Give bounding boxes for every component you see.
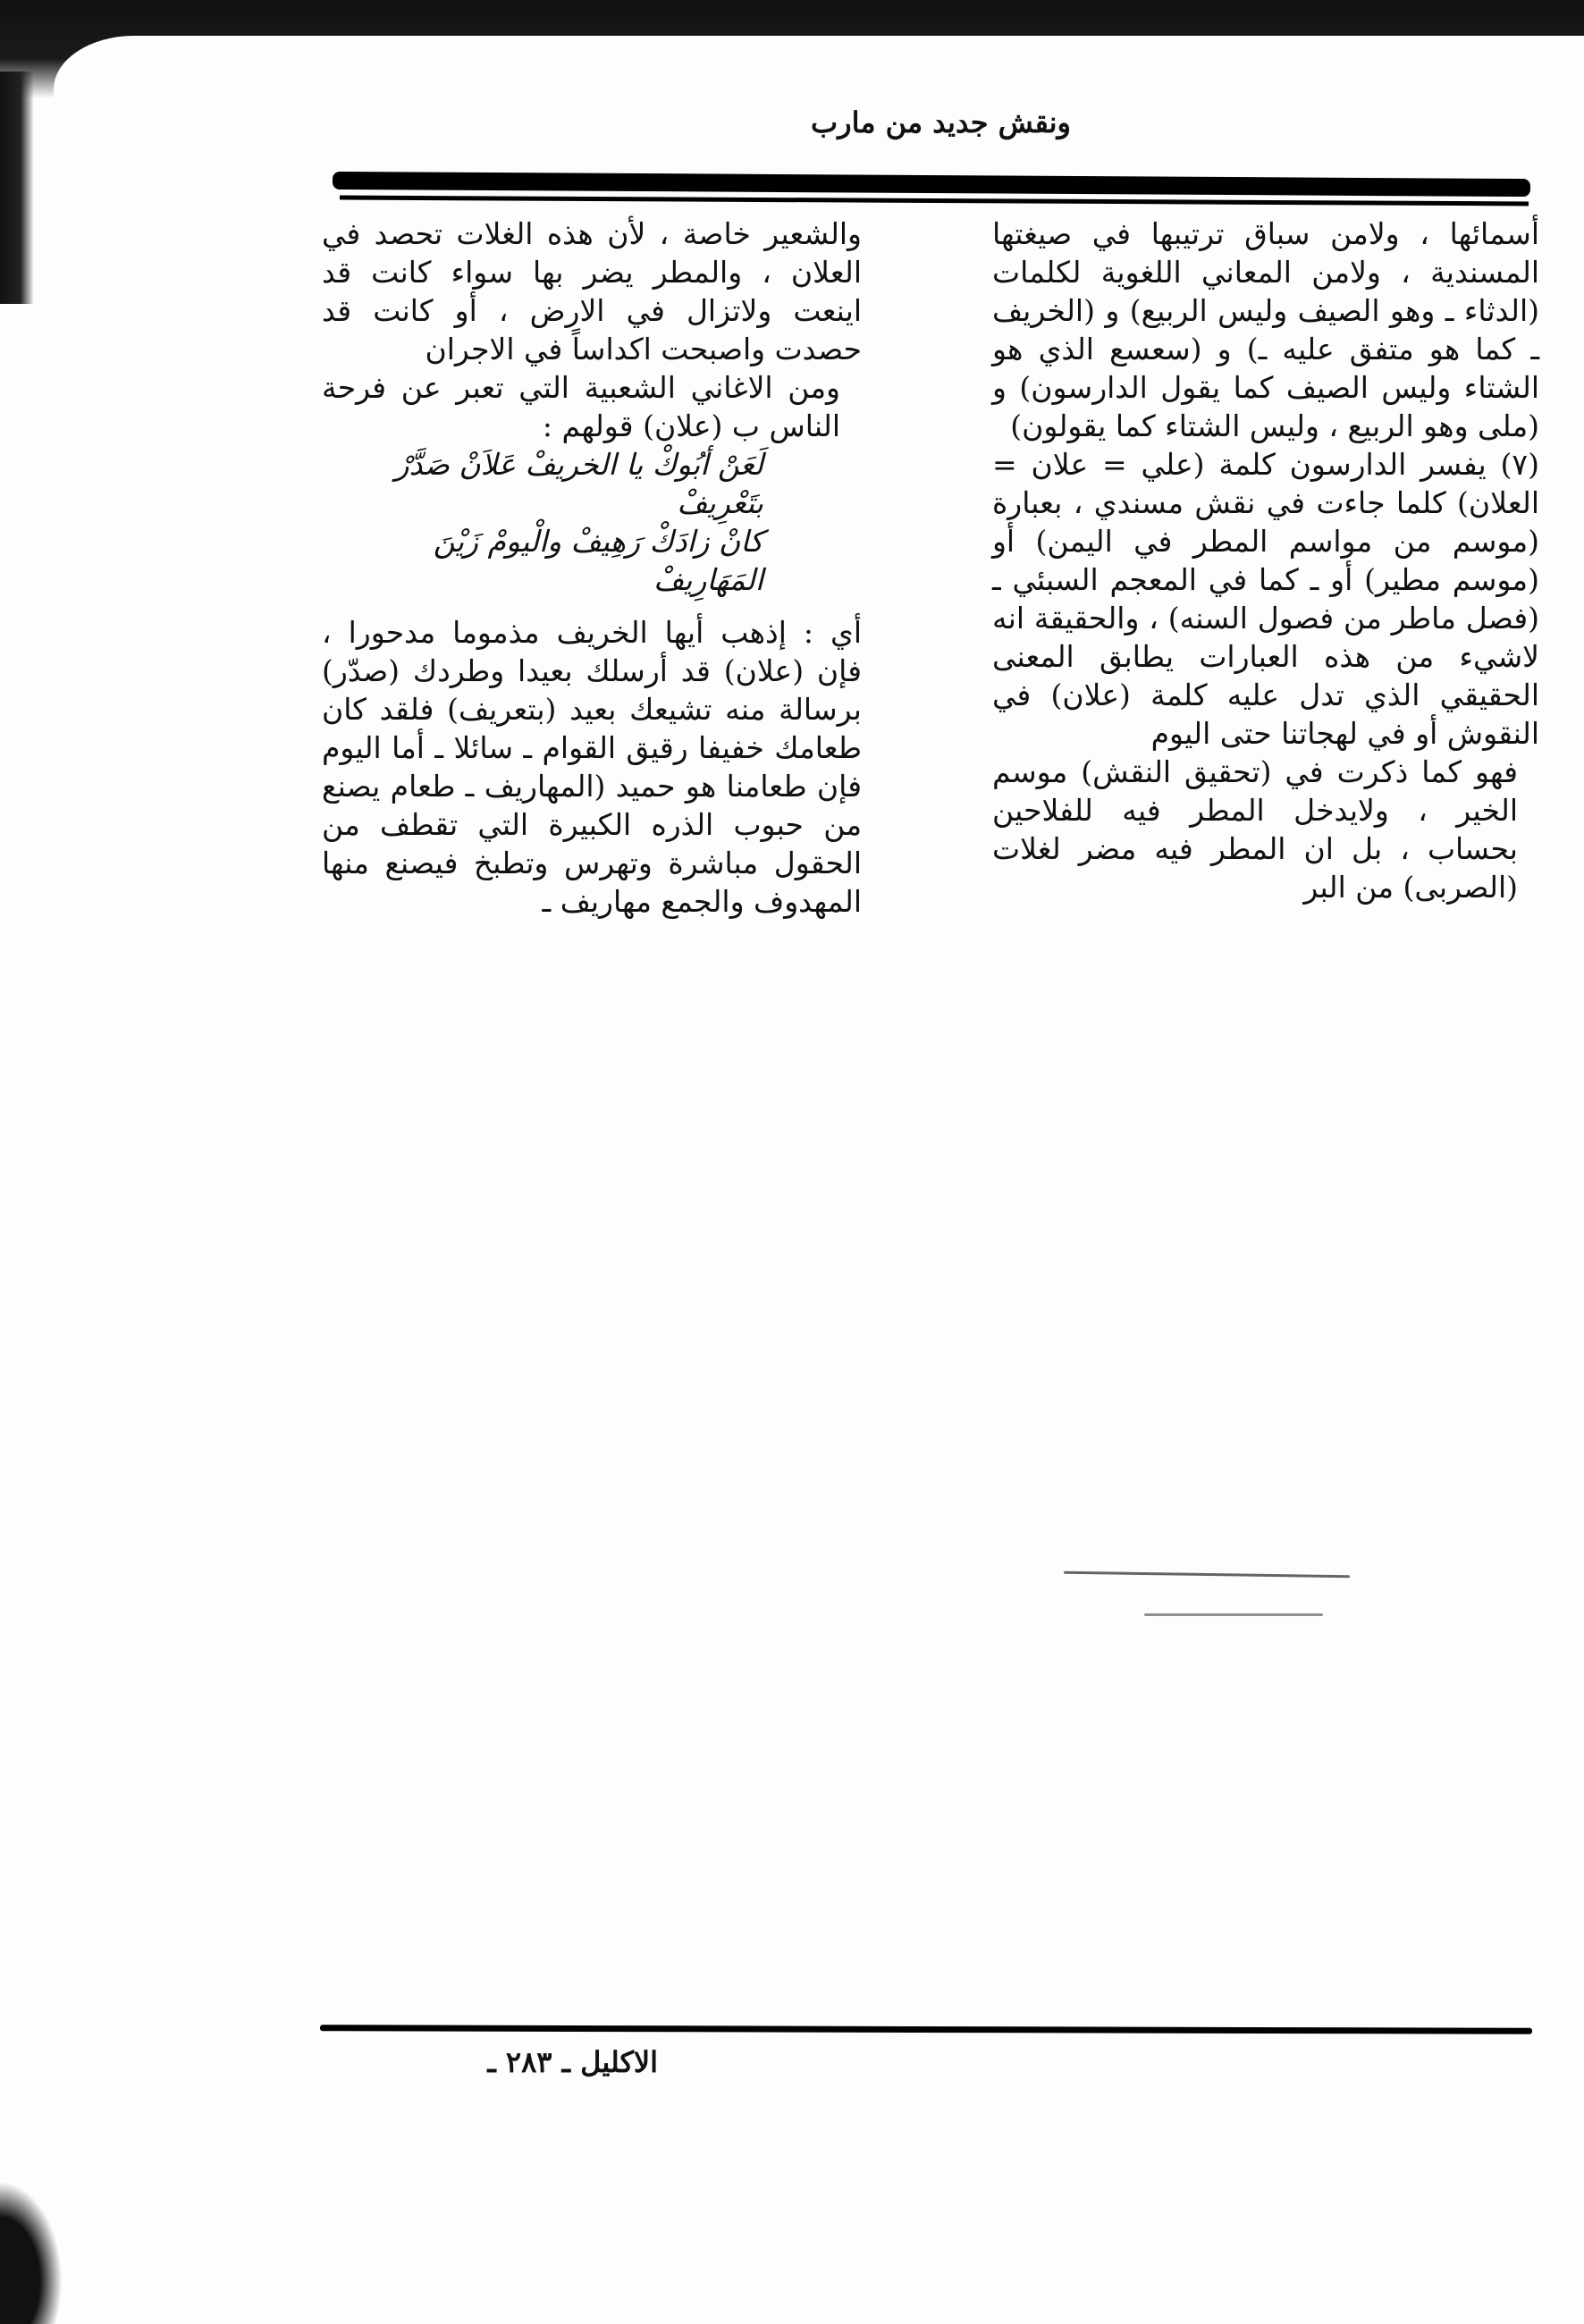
right-column [992,215,1539,906]
scan-smudge [1144,1613,1323,1616]
running-head: ونقش جديد من مارب [810,105,1071,139]
folk-verse-line-2: كانْ زادَكْ رَهِيفْ والْيومْ زَيْنَ المَهَارِيفْ [433,524,763,597]
left-paragraph-3: أي : إذهب أيها الخريف مذموما مدحورا ، فإن (علان) قد أرسلك بعيدا وطردك (صدّر) برسالة منه تشيعك بعيد (بتعريف) فلقد كان طعامك خفيفا رقيق القوام ـ سائلا ـ أما اليوم فإن طعامنا هو حميد (المهاريف ـ طعام يصنع من حبوب الذره الكبيرة التي تقطف من الحقول مباشرة وتهرس وتطبخ فيصنع منها المهدوف والجمع مهاريف ـ [322,615,862,919]
scan-smudge [1064,1571,1350,1578]
scan-shadow-left [0,72,34,304]
folk-verse-line-1: لَعَنْ أبُوكْ يا الخريفْ عَلاَنْ صَدَّرْ بتَعْرِيفْ [394,447,763,520]
left-paragraph-1: والشعير خاصة ، لأن هذه الغلات تحصد في العلان ، والمطر يضر بها سواء كانت قد اينعت ولاتزال في الارض ، أو كانت قد حصدت واصبحت اكداساً في الاجران [322,216,862,366]
header-rule-thin [340,196,1529,206]
footnote-7: (٧) يفسر الدارسون كلمة (علي = علان = العلان) كلما جاءت في نقش مسندي ، بعبارة (موسم من مواسم المطر في اليمن) أو (موسم مطير) أو ـ كما في المعجم السبئي ـ (فصل ماطر من فصول السنه) ، والحقيقة انه لاشيء من هذه العبارات يطابق المعنى الحقيقي الذي تدل عليه كلمة (علان) في النقوش أو في لهجاتنا حتى اليوم [992,447,1539,751]
right-paragraph-1: أسمائها ، ولامن سباق ترتيبها في صيغتها المسندية ، ولامن المعاني اللغوية لكلمات (الدثاء ـ وهو الصيف وليس الربيع) و (الخريف ـ كما هو متفق عليه ـ) و (سعسع الذي هو الشتاء وليس الصيف كما يقول الدارسون) و (ملى وهو الربيع ، وليس الشتاء كما يقولون) [992,216,1539,443]
left-column [322,215,862,921]
footer-rule [320,2025,1532,2034]
header-rule-thick [333,172,1530,197]
left-paragraph-2: ومن الاغاني الشعبية التي تعبر عن فرحة الناس ب (علان) قولهم : [322,370,840,443]
footer-page-label: الاكليل ـ ٢٨٣ ـ [487,2045,658,2079]
right-paragraph-3: فهو كما ذكرت في (تحقيق النقش) موسم الخير ، ولايدخل المطر فيه للفلاحين بحساب ، بل ان المطر فيه مضر لغلات (الصربى) من البر [992,754,1518,905]
scan-shadow-bottom [0,2181,63,2324]
